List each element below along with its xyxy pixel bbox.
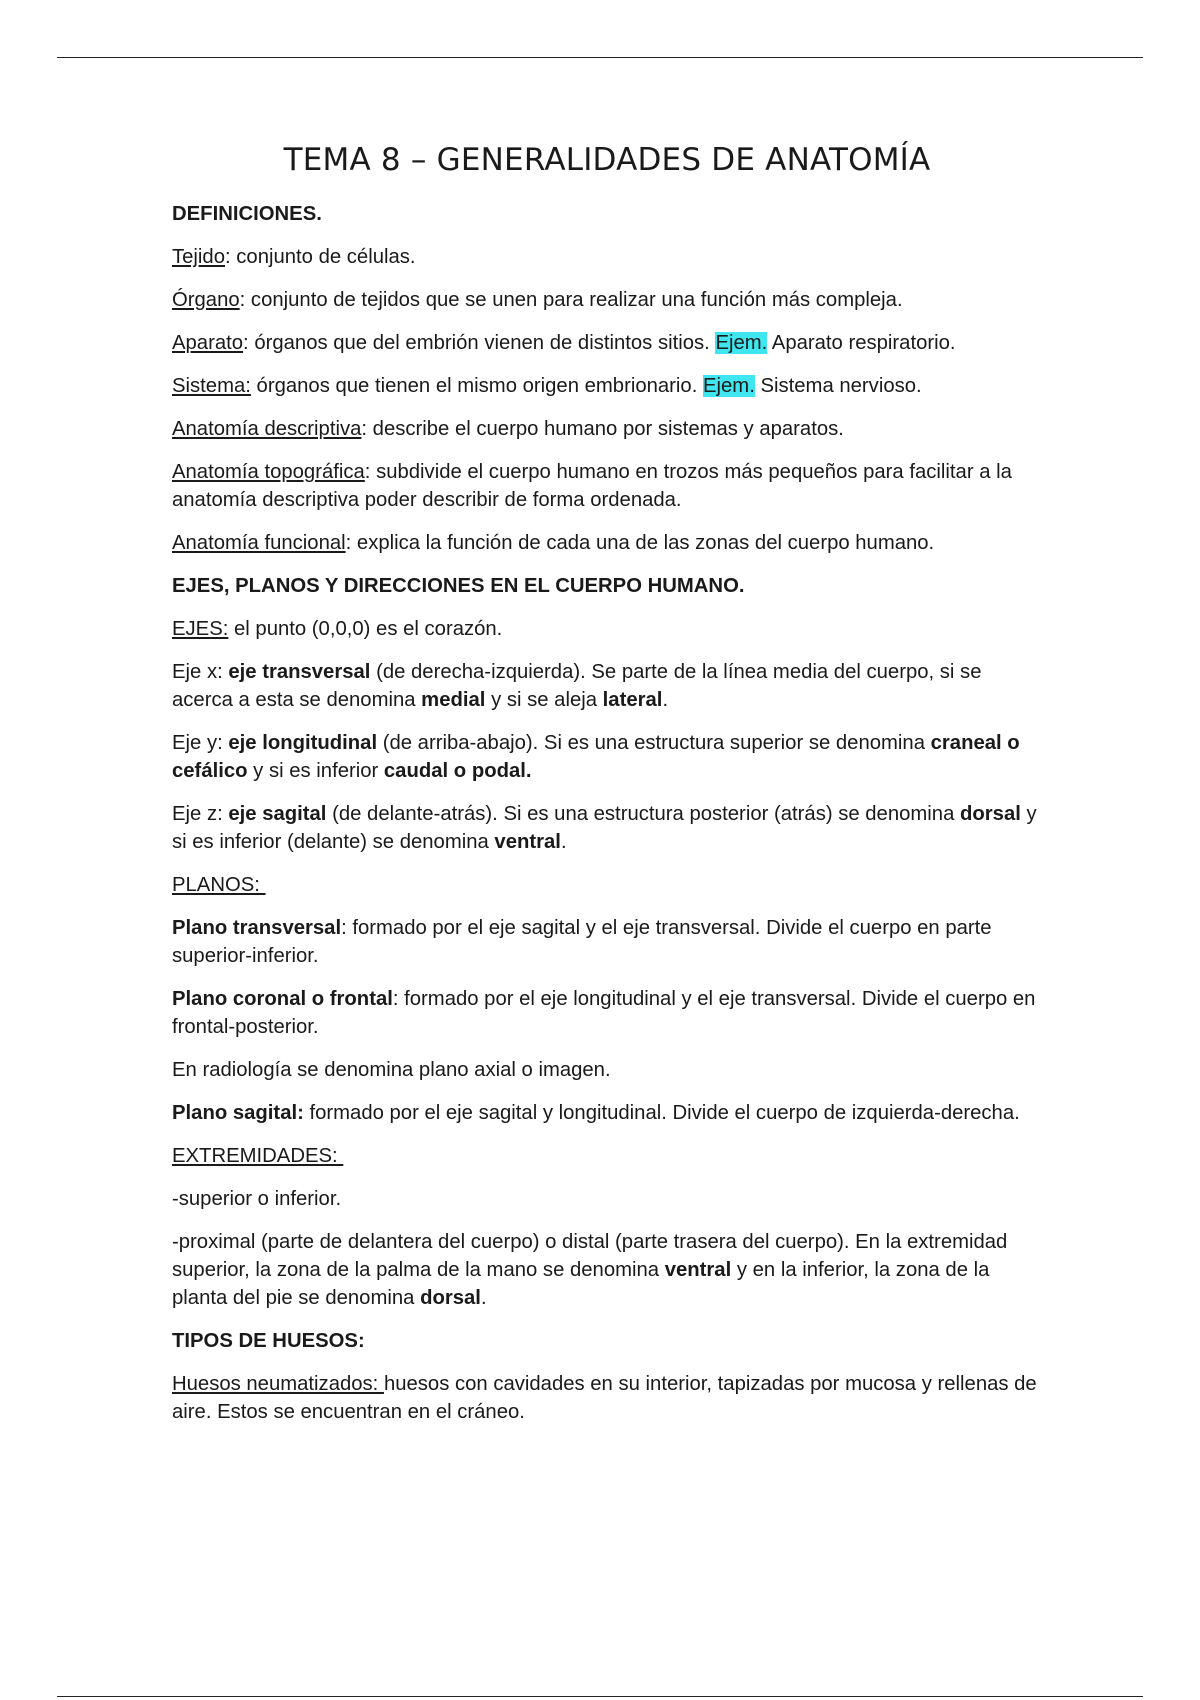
bold-term: caudal o podal. — [383, 760, 532, 782]
extremidades-label — [172, 1142, 1042, 1170]
highlight-example: Ejem. — [702, 375, 755, 397]
definition-organo — [172, 286, 1042, 314]
definition-text: Aparato respiratorio. — [767, 332, 956, 354]
highlight-example: Ejem. — [715, 332, 768, 354]
term: Tejido — [172, 246, 225, 268]
definition-tejido — [172, 243, 1042, 271]
section-heading-definiciones: DEFINICIONES. — [172, 203, 322, 225]
term: Órgano — [172, 289, 240, 311]
text: formado por el eje sagital y longitudinal. Divide el cuerpo de izquierda-derecha. — [303, 1102, 1020, 1124]
bold-term: ventral — [664, 1259, 732, 1281]
page-title: TEMA 8 – GENERALIDADES DE ANATOMÍA — [283, 142, 931, 178]
bold-term: eje sagital — [228, 803, 327, 825]
bold-term: Plano transversal — [172, 917, 342, 939]
definition-aparato — [172, 329, 1042, 357]
text: : formado por el eje longitudinal y el eje transversal. Divide el cuerpo en frontal-posterior. — [172, 988, 1036, 1038]
definition-funcional — [172, 529, 1042, 557]
text: -proximal (parte de delantera del cuerpo) o distal (parte trasera del cuerpo). En la extremidad superior, la zona de la palma de la mano se denomina — [172, 1231, 1008, 1281]
bold-term: eje transversal — [228, 661, 371, 683]
text: Eje y: — [172, 732, 229, 754]
text: y en la inferior, la zona de la planta del pie se denomina — [172, 1259, 990, 1309]
eje-z — [172, 800, 1042, 856]
definition-text: : subdivide el cuerpo humano en trozos más pequeños para facilitar a la anatomía descriptiva poder describir de forma ordenada. — [172, 461, 1012, 511]
extremidades-line-1: -superior o inferior. — [172, 1188, 342, 1210]
text: y si es inferior (delante) se denomina — [172, 803, 1037, 853]
plano-sagital — [172, 1099, 1042, 1127]
text: . — [480, 1287, 487, 1309]
term: Huesos neumatizados: — [172, 1373, 384, 1395]
huesos-neumatizados — [172, 1370, 1042, 1426]
section-heading-ejes: EJES, PLANOS Y DIRECCIONES EN EL CUERPO HUMANO. — [172, 575, 745, 597]
term: EXTREMIDADES: — [172, 1145, 344, 1167]
text: (de arriba-abajo). Si es una estructura superior se denomina — [377, 732, 931, 754]
bold-term: dorsal — [960, 803, 1021, 825]
definition-text: huesos con cavidades en su interior, tapizadas por mucosa y rellenas de aire. Estos se encuentran en el cráneo. — [172, 1373, 1037, 1423]
definition-text: : describe el cuerpo humano por sistemas y aparatos. — [361, 418, 844, 440]
definition-sistema — [172, 372, 1042, 400]
bold-term: lateral — [602, 689, 663, 711]
definition-topografica — [172, 458, 1042, 514]
definition-text: : órganos que del embrión vienen de distintos sitios. — [243, 332, 716, 354]
extremidades-line-2 — [172, 1228, 1042, 1312]
term: Anatomía topográfica — [172, 461, 365, 483]
text: . — [560, 831, 567, 853]
document-body — [172, 140, 1042, 1441]
eje-y — [172, 729, 1042, 785]
plano-coronal — [172, 985, 1042, 1041]
bold-term: medial — [421, 689, 486, 711]
text: (de delante-atrás). Si es una estructura posterior (atrás) se denomina — [326, 803, 960, 825]
planos-label — [172, 871, 1042, 899]
definition-text: : conjunto de tejidos que se unen para realizar una función más compleja. — [239, 289, 903, 311]
bold-term: craneal o cefálico — [172, 732, 1020, 782]
text: : formado por el eje sagital y el eje transversal. Divide el cuerpo en parte superior-inferior. — [172, 917, 992, 967]
bold-term: Plano sagital: — [172, 1102, 304, 1124]
term: Sistema: — [172, 375, 251, 397]
text: (de derecha-izquierda). Se parte de la línea media del cuerpo, si se acerca a esta se denomina — [172, 661, 982, 711]
definition-text: : conjunto de células. — [225, 246, 416, 268]
term: Anatomía funcional — [172, 532, 346, 554]
text: . — [662, 689, 669, 711]
term: Anatomía descriptiva — [172, 418, 362, 440]
radiologia-note: En radiología se denomina plano axial o imagen. — [172, 1059, 611, 1081]
definition-text: : explica la función de cada una de las zonas del cuerpo humano. — [345, 532, 935, 554]
header-rule — [57, 57, 1143, 58]
text: y si es inferior — [247, 760, 384, 782]
text: y si se aleja — [485, 689, 603, 711]
bold-term: eje longitudinal — [228, 732, 378, 754]
text: Eje z: — [172, 803, 229, 825]
definition-text: órganos que tienen el mismo origen embrionario. — [250, 375, 703, 397]
term: Aparato — [172, 332, 244, 354]
eje-x — [172, 658, 1042, 714]
bold-term: ventral — [494, 831, 561, 853]
definition-text: el punto (0,0,0) es el corazón. — [228, 618, 503, 640]
ejes-intro — [172, 615, 1042, 643]
text: Eje x: — [172, 661, 229, 683]
plano-transversal — [172, 914, 1042, 970]
bold-term: Plano coronal o frontal — [172, 988, 393, 1010]
footer-rule — [57, 1696, 1143, 1697]
bold-term: dorsal — [420, 1287, 481, 1309]
term: PLANOS: — [172, 874, 266, 896]
definition-descriptiva — [172, 415, 1042, 443]
term: EJES: — [172, 618, 229, 640]
section-heading-huesos: TIPOS DE HUESOS: — [172, 1330, 365, 1352]
definition-text: Sistema nervioso. — [754, 375, 922, 397]
